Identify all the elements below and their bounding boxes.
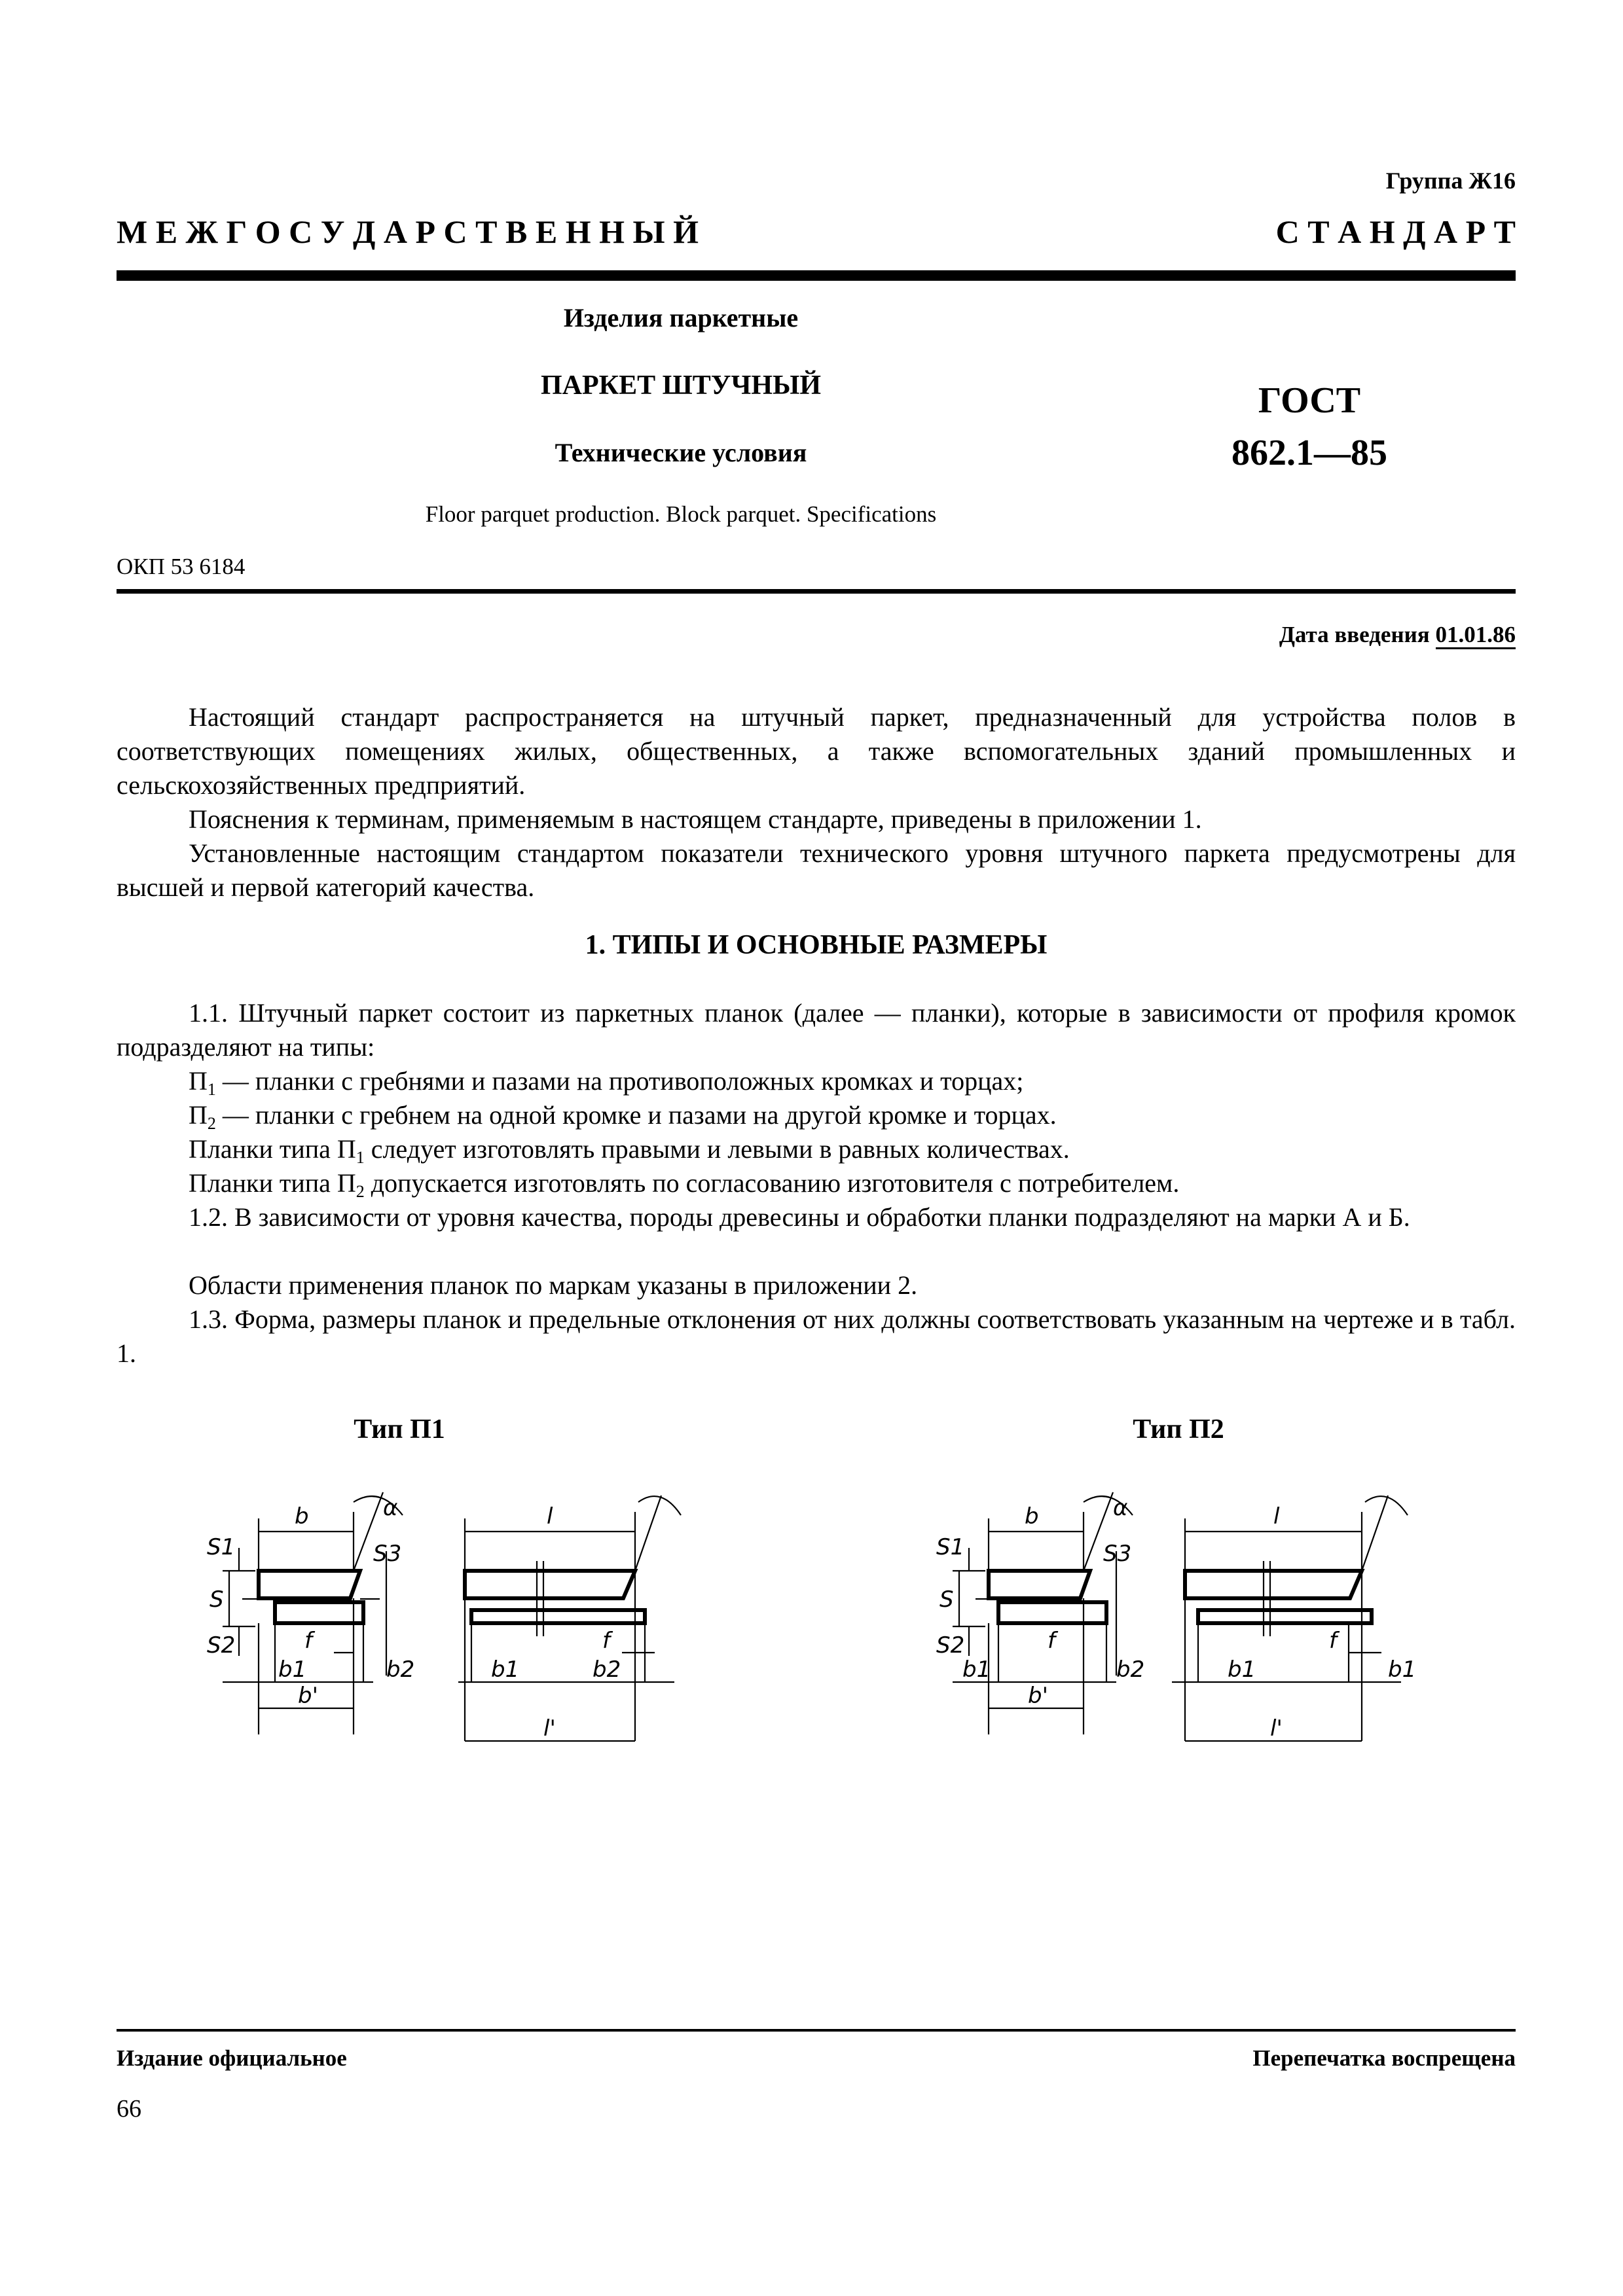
label-s: S <box>210 1587 224 1613</box>
figure-caption-type2: Тип П2 <box>1133 1414 1224 1444</box>
okp-code: ОКП 53 6184 <box>117 554 246 579</box>
clause-1-3-text: 1.3. Форма, размеры планок и предельные отклонения от них должны соответствовать указанным на чертеже и в табл. 1. <box>117 1304 1516 1368</box>
drawing-type1 <box>157 1479 746 1780</box>
banner-right: С Т А Н Д А Р Т <box>1275 213 1516 250</box>
type-2-symbol: П <box>189 1100 208 1130</box>
type-1-text: — планки с гребнями и пазами на противоположных кромках и торцах; <box>215 1066 1024 1096</box>
intro-paragraph-3 <box>117 836 1516 905</box>
gost-label: ГОСТ <box>1258 380 1361 421</box>
label-b-type2: b <box>1025 1503 1039 1530</box>
type-1-note-post: следует изготовлять правыми и левыми в равных количествах. <box>364 1134 1070 1164</box>
label-b-prime: b' <box>298 1683 318 1709</box>
date-label: Дата введения <box>1279 622 1430 647</box>
figure-caption-type1: Тип П1 <box>354 1414 445 1444</box>
drawing-type2 <box>890 1479 1480 1780</box>
intro-text-2: Пояснения к терминам, применяемым в настоящем стандарте, приведены в приложении 1. <box>189 804 1202 834</box>
type-1-subscript: 1 <box>207 1080 216 1099</box>
intro-paragraph-1 <box>117 700 1516 802</box>
footer-official-edition: Издание официальное <box>117 2045 347 2071</box>
label-alpha-type2: α <box>1113 1495 1128 1521</box>
label-f: f <box>304 1628 312 1654</box>
label-b-prime-type2: b' <box>1028 1683 1048 1709</box>
title-rule <box>117 589 1516 594</box>
label-b1-type2: b1 <box>962 1657 991 1683</box>
title-main: ПАРКЕТ ШТУЧНЫЙ <box>541 370 821 401</box>
clause-1-2-text: 1.2. В зависимости от уровня качества, породы древесины и обработки планки подразделяют на марки А и Б. <box>189 1202 1410 1232</box>
intro-text-3: Установленные настоящим стандартом показатели технического уровня штучного паркета предусмотрены для высшей и первой категорий качества. <box>117 838 1516 902</box>
label-b1: b1 <box>278 1657 307 1683</box>
page-number: 66 <box>117 2095 141 2123</box>
type-2-note-sub: 2 <box>356 1182 365 1201</box>
intro-paragraph-2 <box>117 802 1516 836</box>
type1-length-view <box>458 1496 681 1741</box>
label-b2-length: b2 <box>593 1657 621 1683</box>
label-b1-length: b1 <box>491 1657 520 1683</box>
label-s1-type2: S1 <box>936 1534 965 1560</box>
group-code: Группа Ж16 <box>1385 168 1516 194</box>
banner-left: М Е Ж Г О С У Д А Р С Т В Е Н Н Ы Й <box>117 213 699 250</box>
label-s3: S3 <box>373 1541 402 1567</box>
effective-date <box>1279 622 1516 648</box>
footer-rule <box>117 2029 1516 2032</box>
title-category: Изделия паркетные <box>563 303 799 332</box>
type2-length-view <box>1172 1496 1408 1741</box>
type-2-subscript: 2 <box>207 1114 216 1133</box>
label-s2-type2: S2 <box>936 1632 965 1659</box>
type-1-note-pre: Планки типа П <box>189 1134 356 1164</box>
type-1-symbol: П <box>189 1066 208 1096</box>
date-value: 01.01.86 <box>1436 622 1516 649</box>
label-f-type2: f <box>1048 1628 1055 1654</box>
type-1-note-sub: 1 <box>356 1148 365 1167</box>
label-f-length-type2: f <box>1329 1628 1337 1654</box>
label-b: b <box>295 1503 309 1530</box>
clause-1-1 <box>117 996 1516 1064</box>
label-l-type2: l <box>1273 1503 1280 1530</box>
label-s-type2: S <box>939 1587 954 1613</box>
section-heading: 1. ТИПЫ И ОСНОВНЫЕ РАЗМЕРЫ <box>585 930 1048 960</box>
clause-1-1-text: 1.1. Штучный паркет состоит из паркетных планок (далее — планки), которые в зависимости от профиля кромок подразделяют на типы: <box>117 998 1516 1062</box>
type-2-note-pre: Планки типа П <box>189 1168 356 1198</box>
label-b2: b2 <box>386 1657 415 1683</box>
header-rule <box>117 270 1516 281</box>
label-f-length: f <box>602 1628 610 1654</box>
gost-number: 862.1—85 <box>1231 433 1387 473</box>
type2-cross-section <box>976 1571 1106 1623</box>
label-s2: S2 <box>207 1632 236 1659</box>
label-l-prime-type2: l' <box>1270 1715 1283 1742</box>
title-english: Floor parquet production. Block parquet. Specifications <box>425 501 937 527</box>
label-alpha: α <box>383 1495 398 1521</box>
clause-1-2 <box>117 1200 1516 1234</box>
label-b2-type2: b2 <box>1116 1657 1145 1683</box>
label-l-prime: l' <box>543 1715 556 1742</box>
clause-1-3 <box>117 1302 1516 1371</box>
standard-banner <box>117 213 1516 251</box>
label-b1-end-type2: b1 <box>1388 1657 1417 1683</box>
title-sub: Технические условия <box>555 438 807 467</box>
type1-cross-section <box>242 1571 380 1623</box>
label-s3-type2: S3 <box>1103 1541 1132 1567</box>
applications-note: Области применения планок по маркам указаны в приложении 2. <box>189 1270 918 1300</box>
type-2-note-post: допускается изготовлять по согласованию изготовителя с потребителем. <box>364 1168 1180 1198</box>
footer-reprint-notice: Перепечатка воспрещена <box>1252 2045 1516 2071</box>
label-l: l <box>547 1503 553 1530</box>
label-b1-length-type2: b1 <box>1228 1657 1256 1683</box>
intro-text-1: Настоящий стандарт распространяется на штучный паркет, предназначенный для устройства полов в соответствующих помещениях жилых, общественных, а также вспомогательных зданий промышленных и сельскохозяйственных предприятий. <box>117 702 1516 800</box>
label-s1: S1 <box>207 1534 236 1560</box>
type-2-text: — планки с гребнем на одной кромке и пазами на другой кромке и торцах. <box>215 1100 1057 1130</box>
